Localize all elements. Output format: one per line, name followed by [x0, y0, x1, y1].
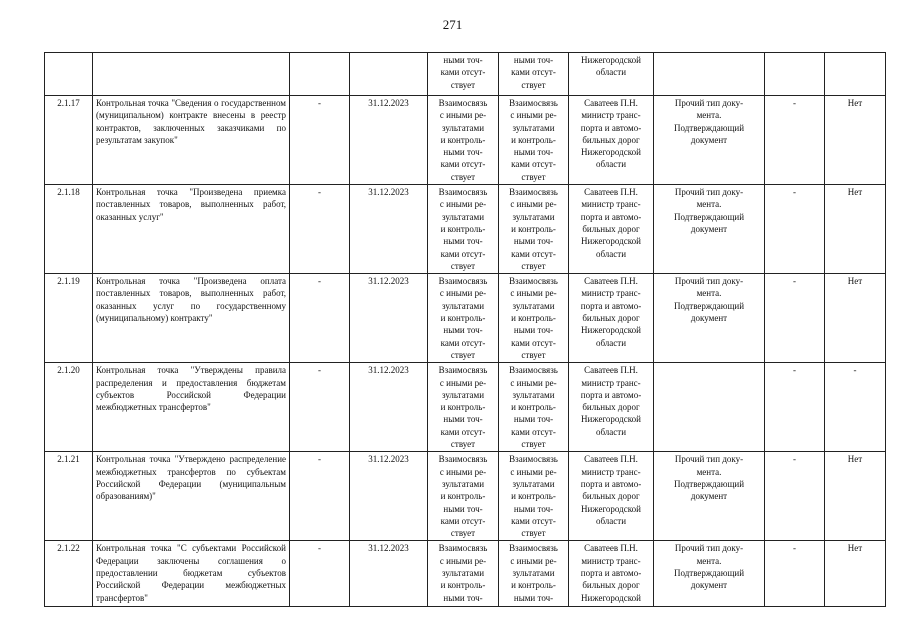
cell-date: 31.12.2023	[350, 185, 428, 274]
cell-relation-a: Взаимосвязь с иными ре- зультатами и контроль- ными точ-	[428, 541, 499, 607]
table-row	[45, 452, 886, 541]
cell-relation-a: Взаимосвязь с иными ре- зультатами и контроль- ными точ- ками отсут- ствует	[428, 185, 499, 274]
cell-extra: -	[765, 363, 825, 452]
cell-dash: -	[290, 541, 350, 607]
cell-relation-a: ными точ- ками отсут- ствует	[428, 53, 499, 96]
cell-extra: -	[765, 274, 825, 363]
cell-document	[654, 53, 765, 96]
cell-extra: -	[765, 541, 825, 607]
cell-relation-a: Взаимосвязь с иными ре- зультатами и контроль- ными точ- ками отсут- ствует	[428, 452, 499, 541]
cell-num: 2.1.20	[45, 363, 93, 452]
cell-document: Прочий тип доку- мента. Подтверждающий документ	[654, 541, 765, 607]
cell-document: Прочий тип доку- мента. Подтверждающий документ	[654, 96, 765, 185]
cell-relation-b: ными точ- ками отсут- ствует	[499, 53, 569, 96]
cell-num: 2.1.22	[45, 541, 93, 607]
cell-relation-b: Взаимосвязь с иными ре- зультатами и контроль- ными точ- ками отсут- ствует	[499, 363, 569, 452]
cell-responsible: Саватеев П.Н. министр транс- порта и автомо- бильных дорог Нижегородской	[569, 541, 654, 607]
cell-document: Прочий тип доку- мента. Подтверждающий документ	[654, 274, 765, 363]
cell-date: 31.12.2023	[350, 363, 428, 452]
cell-flag: -	[825, 363, 886, 452]
cell-responsible: Саватеев П.Н. министр транс- порта и автомо- бильных дорог Нижегородской области	[569, 363, 654, 452]
cell-relation-b: Взаимосвязь с иными ре- зультатами и контроль- ными точ- ками отсут- ствует	[499, 274, 569, 363]
cell-flag	[825, 53, 886, 96]
cell-num	[45, 53, 93, 96]
cell-document	[654, 363, 765, 452]
cell-relation-b: Взаимосвязь с иными ре- зультатами и контроль- ными точ- ками отсут- ствует	[499, 185, 569, 274]
cell-num: 2.1.19	[45, 274, 93, 363]
cell-responsible: Саватеев П.Н. министр транс- порта и автомо- бильных дорог Нижегородской области	[569, 96, 654, 185]
cell-extra: -	[765, 185, 825, 274]
cell-relation-a: Взаимосвязь с иными ре- зультатами и контроль- ными точ- ками отсут- ствует	[428, 96, 499, 185]
cell-relation-a: Взаимосвязь с иными ре- зультатами и контроль- ными точ- ками отсут- ствует	[428, 363, 499, 452]
cell-num: 2.1.21	[45, 452, 93, 541]
cell-responsible: Саватеев П.Н. министр транс- порта и автомо- бильных дорог Нижегородской области	[569, 274, 654, 363]
cell-flag: Нет	[825, 452, 886, 541]
cell-responsible: Саватеев П.Н. министр транс- порта и автомо- бильных дорог Нижегородской области	[569, 452, 654, 541]
table-row	[45, 96, 886, 185]
cell-num: 2.1.17	[45, 96, 93, 185]
table-row	[45, 274, 886, 363]
cell-name: Контрольная точка "Утверждены правила распределения и предоставления бюджетам субъектов Российской Федерации межбюджетных трансфертов"	[93, 363, 290, 452]
table-row	[45, 363, 886, 452]
cell-responsible: Нижегородской области	[569, 53, 654, 96]
cell-flag: Нет	[825, 541, 886, 607]
table-row	[45, 541, 886, 607]
cell-flag: Нет	[825, 274, 886, 363]
cell-dash: -	[290, 96, 350, 185]
cell-date: 31.12.2023	[350, 274, 428, 363]
cell-dash	[290, 53, 350, 96]
cell-dash: -	[290, 452, 350, 541]
cell-name: Контрольная точка "С субъектами Российской Федерации заключены соглашения о предоставлении бюджетам субъектов Российской Федерации межбюджетных трансфертов"	[93, 541, 290, 607]
cell-name	[93, 53, 290, 96]
page-number: 271	[442, 17, 463, 32]
cell-date	[350, 53, 428, 96]
cell-dash: -	[290, 274, 350, 363]
cell-relation-b: Взаимосвязь с иными ре- зультатами и контроль- ными точ- ками отсут- ствует	[499, 452, 569, 541]
cell-date: 31.12.2023	[350, 452, 428, 541]
cell-document: Прочий тип доку- мента. Подтверждающий документ	[654, 185, 765, 274]
cell-extra: -	[765, 96, 825, 185]
control-points-table	[44, 52, 886, 607]
cell-extra: -	[765, 452, 825, 541]
cell-document: Прочий тип доку- мента. Подтверждающий документ	[654, 452, 765, 541]
cell-name: Контрольная точка "Произведена оплата поставленных товаров, выполненных работ, оказанных услуг по государственному (муниципальному) контракту"	[93, 274, 290, 363]
cell-date: 31.12.2023	[350, 541, 428, 607]
cell-name: Контрольная точка "Сведения о государственном (муниципальном) контракте внесены в реестр контрактов, заключенных заказчиками по результатам закупок"	[93, 96, 290, 185]
cell-responsible: Саватеев П.Н. министр транс- порта и автомо- бильных дорог Нижегородской области	[569, 185, 654, 274]
cell-relation-b: Взаимосвязь с иными ре- зультатами и контроль- ными точ-	[499, 541, 569, 607]
cell-extra	[765, 53, 825, 96]
cell-name: Контрольная точка "Произведена приемка поставленных товаров, выполненных работ, оказанных услуг"	[93, 185, 290, 274]
table-row	[45, 185, 886, 274]
cell-flag: Нет	[825, 185, 886, 274]
cell-name: Контрольная точка "Утверждено распределение межбюджетных трансфертов по субъектам Российской Федерации (муниципальным образованиям)"	[93, 452, 290, 541]
table-row-continued	[45, 53, 886, 96]
cell-date: 31.12.2023	[350, 96, 428, 185]
cell-relation-a: Взаимосвязь с иными ре- зультатами и контроль- ными точ- ками отсут- ствует	[428, 274, 499, 363]
cell-dash: -	[290, 363, 350, 452]
cell-flag: Нет	[825, 96, 886, 185]
cell-relation-b: Взаимосвязь с иными ре- зультатами и контроль- ными точ- ками отсут- ствует	[499, 96, 569, 185]
cell-dash: -	[290, 185, 350, 274]
cell-num: 2.1.18	[45, 185, 93, 274]
